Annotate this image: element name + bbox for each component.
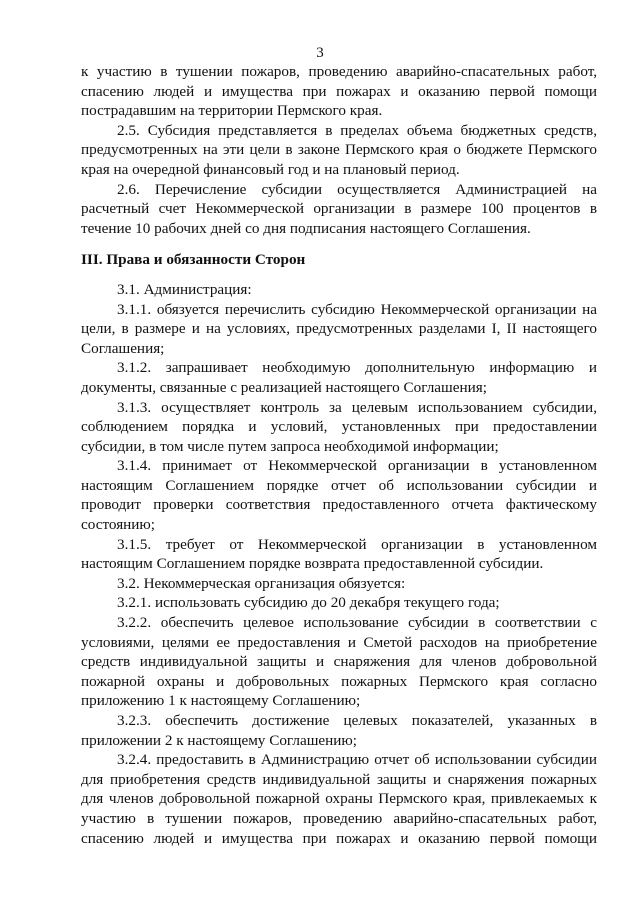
item-3-1-5: 3.1.5. требует от Некоммерческой организации в установленном настоящим Соглашением порядке возврата предоставленной субсидии.: [81, 535, 597, 573]
item-3-1-1: 3.1.1. обязуется перечислить субсидию Некоммерческой организации на цели, в размере и на условиях, предусмотренных разделами I, II настоящего Соглашения;: [81, 300, 597, 357]
paragraph-2-6: 2.6. Перечисление субсидии осуществляется Администрацией на расчетный счет Некоммерческой организации в размере 100 процентов в течение 10 рабочих дней со дня подписания настоящего Соглашения.: [81, 180, 597, 237]
page-body: [81, 62, 597, 848]
item-3-2-2: 3.2.2. обеспечить целевое использование субсидии в соответствии с условиями, целями ее предоставления и Сметой расходов на приобретение средств индивидуальной защиты и снаряжения для членов добровольной пожарной охраны и добровольных пожарных Пермского края согласно приложению 1 к настоящему Соглашению;: [81, 614, 597, 710]
item-3-2-1: 3.2.1. использовать субсидию до 20 декабря текущего года;: [117, 594, 500, 612]
item-3-2-4: 3.2.4. предоставить в Администрацию отчет об использовании субсидии для приобретения средств индивидуальной защиты и снаряжения пожарных для членов добровольной пожарной охраны Пермского края, привлекаемых к участию в тушении пожаров, проведению аварийно-спасательных работ, спасению людей и имущества при пожарах и оказанию первой помощи: [81, 751, 597, 847]
item-3-1-2: 3.1.2. запрашивает необходимую дополнительную информацию и документы, связанные с реализацией настоящего Соглашения;: [81, 359, 597, 396]
paragraph-continuation: к участию в тушении пожаров, проведению аварийно-спасательных работ, спасению людей и имущества при пожарах и оказанию первой помощи пострадавшим на территории Пермского края.: [81, 63, 597, 120]
item-3-1-3: 3.1.3. осуществляет контроль за целевым использованием субсидии, соблюдением порядка и условий, установленных при предоставлении субсидии, в том числе путем запроса необходимой информации;: [81, 398, 597, 455]
item-3-1: 3.1. Администрация:: [117, 280, 252, 298]
item-3-1-4: 3.1.4. принимает от Некоммерческой организации в установленном настоящим Соглашением порядке отчет об использовании субсидии и проводит проверки соответствия предоставленного отчета фактическому состоянию;: [81, 457, 597, 534]
item-3-2-3: 3.2.3. обеспечить достижение целевых показателей, указанных в приложении 2 к настоящему Соглашению;: [81, 712, 597, 749]
item-3-2: 3.2. Некоммерческая организация обязуется:: [117, 574, 406, 592]
page-number: 3: [316, 45, 324, 61]
paragraph-2-5: 2.5. Субсидия представляется в пределах объема бюджетных средств, предусмотренных на эти цели в законе Пермского края о бюджете Пермского края на очередной финансовый год и на плановый период.: [81, 121, 597, 178]
section-title: III. Права и обязанности Сторон: [81, 251, 306, 269]
